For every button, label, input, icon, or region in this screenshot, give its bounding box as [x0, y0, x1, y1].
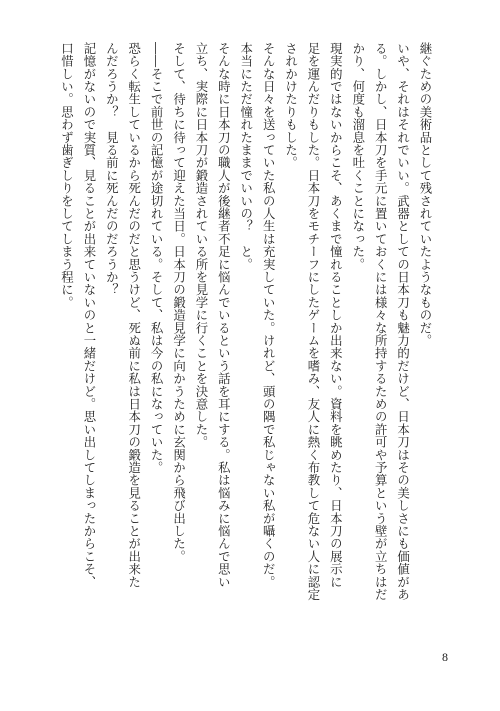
text-line: 現実的ではないからこそ、あくまで憧れることしか出来ない。資料を眺めたり、日本刀の展示に [328, 42, 344, 589]
text-line: る。しかし、日本刀を手元に置いておくには様々な所持するための許可や予算という壁が立ちはだ [373, 42, 389, 601]
text-line: そして、待ちに待って迎えた当日。日本刀の鍛造見学に向かうために玄関から飛び出した。 [171, 42, 187, 563]
text-line: 立ち、実際に日本刀が鍛造されている所を見学に行くことを決意した。 [193, 42, 209, 449]
text-line: 本当にただ憧れたままでいいの？ と。 [238, 42, 254, 271]
text-line: かり、何度も溜息を吐くことになった。 [350, 42, 366, 271]
text-line: んだろうか？ 見る前に死んだのだろうか？ [104, 42, 120, 296]
text-line: ――そこで前世の記憶が途切れている。そして、私は今の私になっていた。 [149, 42, 165, 474]
text-line: 継ぐための美術品として残されていたようなものだ。 [418, 42, 433, 347]
text-line: そんな時に日本刀の職人が後継者不足に悩んでいるという話を耳にする。私は悩みに悩んで思い [216, 42, 232, 589]
text-line: 口惜しい。思わず歯ぎしりをしてしまう程に。 [59, 42, 75, 309]
text-line: 足を運んだりもした。日本刀をモチーフにしたゲームを嗜み、友人に熱く布教して危ない人に認定 [305, 42, 321, 601]
body-text [55, 42, 436, 648]
text-line: 記憶がないので実質、見ることが出来ていないのと一緒だけど。思い出してしまったからこそ、 [81, 42, 97, 589]
text-line: 恐らく転生しているから死んだのだと思うけど、死ぬ前に私は日本刀の鍛造を見ることが出来た [126, 42, 142, 589]
text-line: されかけたりもした。 [283, 42, 299, 169]
text-line: そんな日々を送っていた私の人生は充実していた。けれど、頭の隅で私じゃない私が囁くのだ。 [261, 42, 277, 589]
text-line: いや、それはそれでいい。武器としての日本刀も魅力的だけど、日本刀はその美しさにも価値があ [395, 42, 411, 601]
page-number: 8 [442, 650, 448, 664]
